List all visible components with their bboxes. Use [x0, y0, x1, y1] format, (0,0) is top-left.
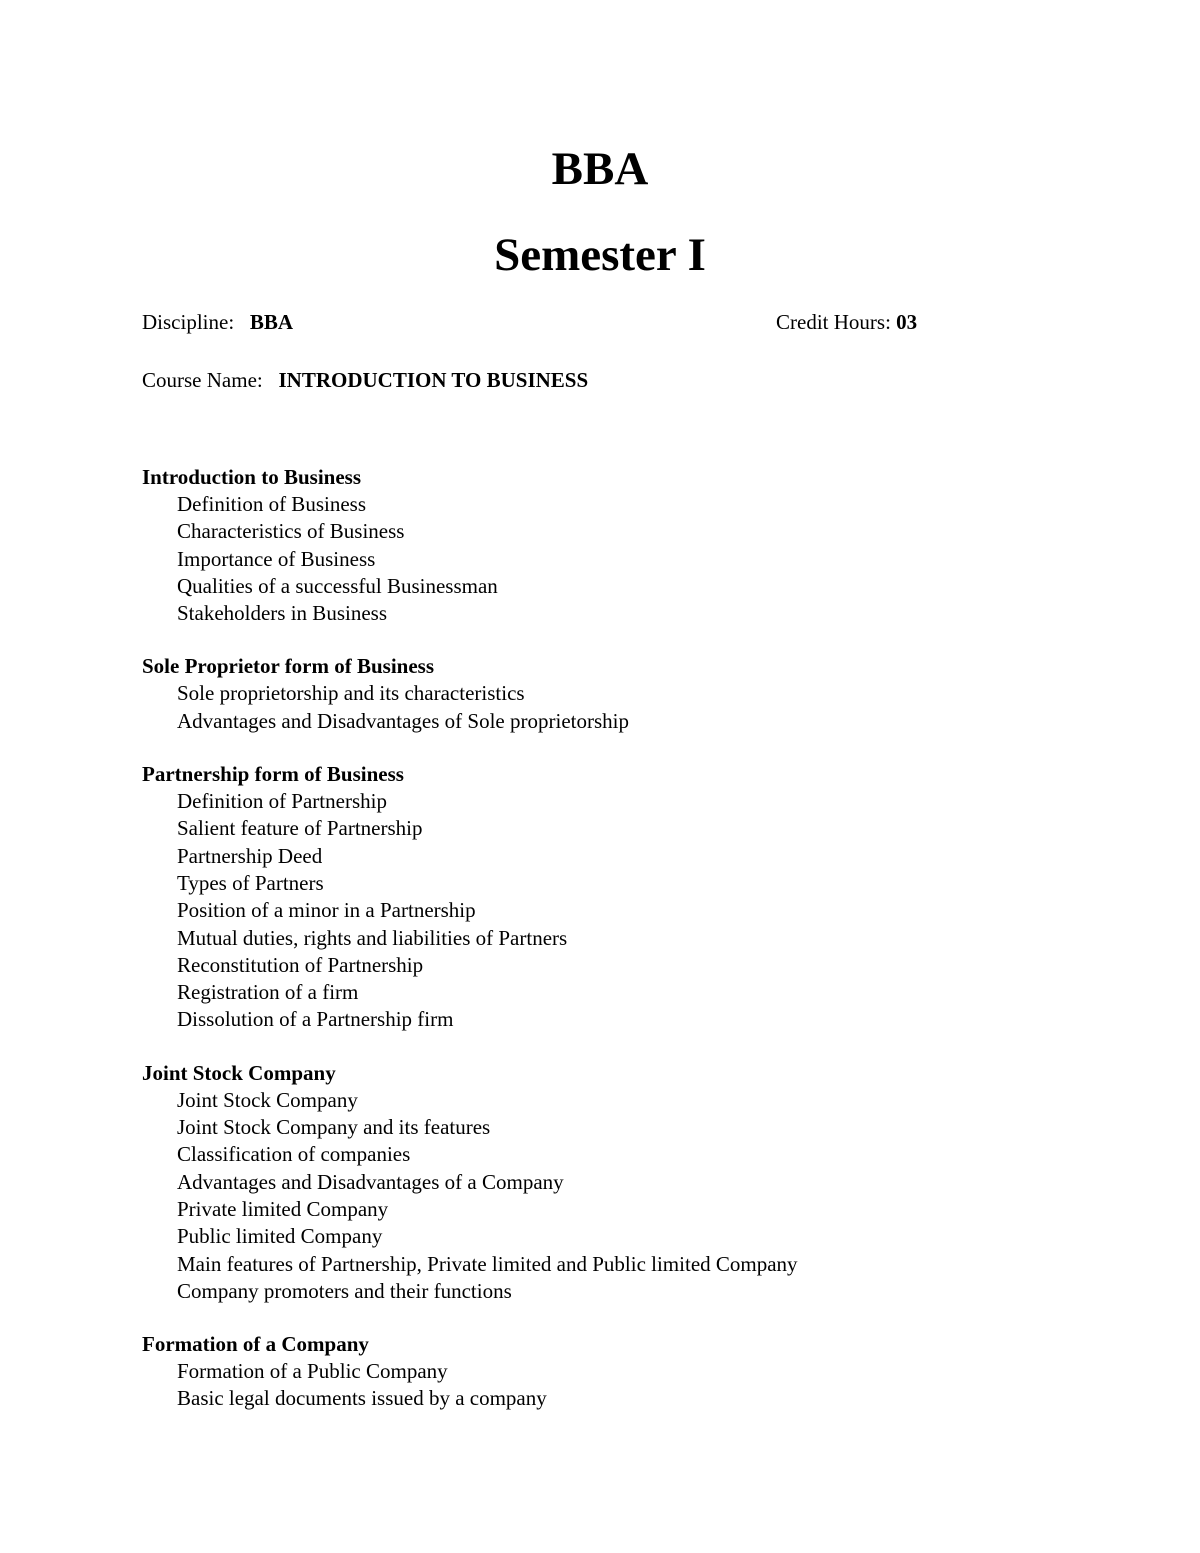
- section-heading: Introduction to Business: [142, 465, 362, 489]
- topic-item: Public limited Company: [177, 1224, 383, 1249]
- course-name-value: INTRODUCTION TO BUSINESS: [278, 368, 589, 392]
- course-sections: [142, 464, 1142, 1439]
- topic-item: Importance of Business: [177, 546, 376, 571]
- course-section: [142, 464, 1142, 627]
- topic-item: Company promoters and their functions: [177, 1278, 512, 1303]
- topic-item: Advantages and Disadvantages of a Company: [177, 1169, 564, 1194]
- topic-item: Stakeholders in Business: [177, 601, 387, 626]
- topic-item: Joint Stock Company and its features: [177, 1115, 491, 1140]
- section-heading: Joint Stock Company: [142, 1060, 336, 1085]
- topic-item: Definition of Partnership: [177, 789, 387, 814]
- course-name-line: [142, 370, 588, 391]
- topic-list: [142, 491, 1142, 627]
- section-heading: Formation of a Company: [142, 1332, 369, 1357]
- discipline-value: BBA: [249, 310, 294, 334]
- discipline-line: [142, 312, 293, 333]
- credit-hours-label: Credit Hours:: [776, 310, 891, 334]
- topic-list: [142, 680, 1142, 735]
- topic-item: Reconstitution of Partnership: [177, 952, 424, 977]
- course-section: [142, 653, 1142, 735]
- topic-item: Registration of a firm: [177, 980, 359, 1005]
- section-heading: Sole Proprietor form of Business: [142, 654, 435, 679]
- section-heading: Partnership form of Business: [142, 762, 404, 787]
- topic-item: Characteristics of Business: [177, 519, 405, 544]
- topic-item: Partnership Deed: [177, 843, 323, 868]
- topic-item: Joint Stock Company: [177, 1087, 358, 1112]
- topic-item: Types of Partners: [177, 870, 324, 895]
- topic-item: Dissolution of a Partnership firm: [177, 1007, 454, 1032]
- course-name-label: Course Name:: [142, 368, 263, 392]
- topic-item: Basic legal documents issued by a company: [177, 1386, 547, 1411]
- topic-item: Position of a minor in a Partnership: [177, 898, 476, 923]
- topic-item: Definition of Business: [177, 492, 366, 516]
- topic-item: Classification of companies: [177, 1142, 411, 1167]
- course-section: [142, 761, 1142, 1034]
- topic-item: Salient feature of Partnership: [177, 816, 423, 841]
- topic-item: Sole proprietorship and its characteristics: [177, 681, 525, 706]
- topic-item: Main features of Partnership, Private limited and Public limited Company: [177, 1251, 798, 1276]
- program-title: BBA: [551, 143, 649, 195]
- topic-item: Formation of a Public Company: [177, 1359, 448, 1384]
- topic-item: Qualities of a successful Businessman: [177, 573, 498, 598]
- course-section: [142, 1060, 1142, 1305]
- topic-item: Advantages and Disadvantages of Sole proprietorship: [177, 708, 629, 733]
- topic-list: [142, 1358, 1142, 1413]
- topic-list: [142, 1087, 1142, 1305]
- topic-item: Private limited Company: [177, 1196, 389, 1221]
- credit-hours-line: [776, 312, 917, 333]
- semester-title: Semester I: [494, 229, 706, 281]
- topic-list: [142, 788, 1142, 1034]
- topic-item: Mutual duties, rights and liabilities of Partners: [177, 925, 568, 950]
- credit-hours-value: 03: [896, 310, 918, 334]
- course-section: [142, 1331, 1142, 1413]
- discipline-label: Discipline:: [142, 310, 235, 334]
